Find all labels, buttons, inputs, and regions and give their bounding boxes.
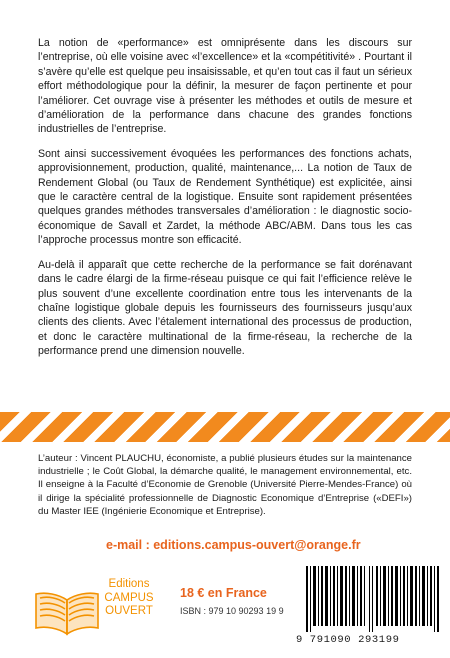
isbn-barcode <box>296 566 444 650</box>
back-cover-blurb <box>38 36 412 369</box>
open-book-icon <box>34 574 100 644</box>
blurb-paragraph-3: Au-delà il apparaît que cette recherche de la performance se fait dorénavant dans le cadre élargi de la firme-réseau puisque ce qui fait l’efficience relève le plus souvent d’une excellente coordination entre tous les intervenants de la chaîne logistique globale depuis les fournisseurs des fournisseurs jusqu’aux clients des clients. Avec l’étalement international des processus de production, et donc le caractère multinational de la firme-réseau, la recherche de la performance prend une dimension nouvelle. <box>38 258 412 358</box>
price-label: 18 € en France <box>180 586 267 600</box>
hazard-stripe-band <box>0 412 450 442</box>
publisher-name <box>98 578 160 619</box>
logo-line-ouvert: OUVERT <box>105 605 153 617</box>
isbn-label: ISBN : 979 10 90293 19 9 <box>180 606 284 616</box>
logo-line-editions: Editions <box>108 578 150 590</box>
barcode-digits: 9 791090 293199 <box>296 634 400 646</box>
author-bio: L’auteur : Vincent PLAUCHU, économiste, a publié plusieurs études sur la maintenance industrielle ; le Coût Global, la démarche qualité, le management environnemental, etc. Il enseigne à la Faculté d’Economie de Grenoble (Université Pierre-Mendes-France) où il dirige la spécialité professionnelle de Diagnostic Economique d’Entreprise («DEFI») du Master IEE (Ingénierie Economique et Entreprise). <box>38 453 412 517</box>
barcode-bars <box>306 566 442 632</box>
publisher-logo <box>34 568 184 648</box>
logo-line-campus: CAMPUS <box>104 591 154 604</box>
blurb-paragraph-2: Sont ainsi successivement évoquées les performances des fonctions achats, approvisionnement, production, qualité, maintenance,... La notion de Taux de Rendement Global (ou Taux de Rendement Synthétique) est explicitée, ainsi que le caractère central de la logistique. Ensuite sont rapidement présentées quelques grandes méthodes transversales d’amélioration : le diagnostic socio-économique de Savall et Zardet, la méthode ABC/ABM. Dans tous les cas l’approche processus montre son efficacité. <box>38 147 412 247</box>
blurb-paragraph-1: La notion de «performance» est omniprésente dans les discours sur l’entreprise, où elle voisine avec «l’excellence» et la «compétitivité» . Pourtant il s’avère qu’elle est quelque peu insaisissable, et qu’en tout cas il faut un sérieux effort méthodologique pour la définir, la mesurer de façon pertinente et pour l’améliorer. Cet ouvrage vise à présenter les méthodes et outils de mesure et d’amélioration de la performance dans chacune des grandes fonctions industrielles de l’entreprise. <box>38 37 412 136</box>
email-contact[interactable]: e-mail : editions.campus-ouvert@orange.fr <box>106 538 361 552</box>
